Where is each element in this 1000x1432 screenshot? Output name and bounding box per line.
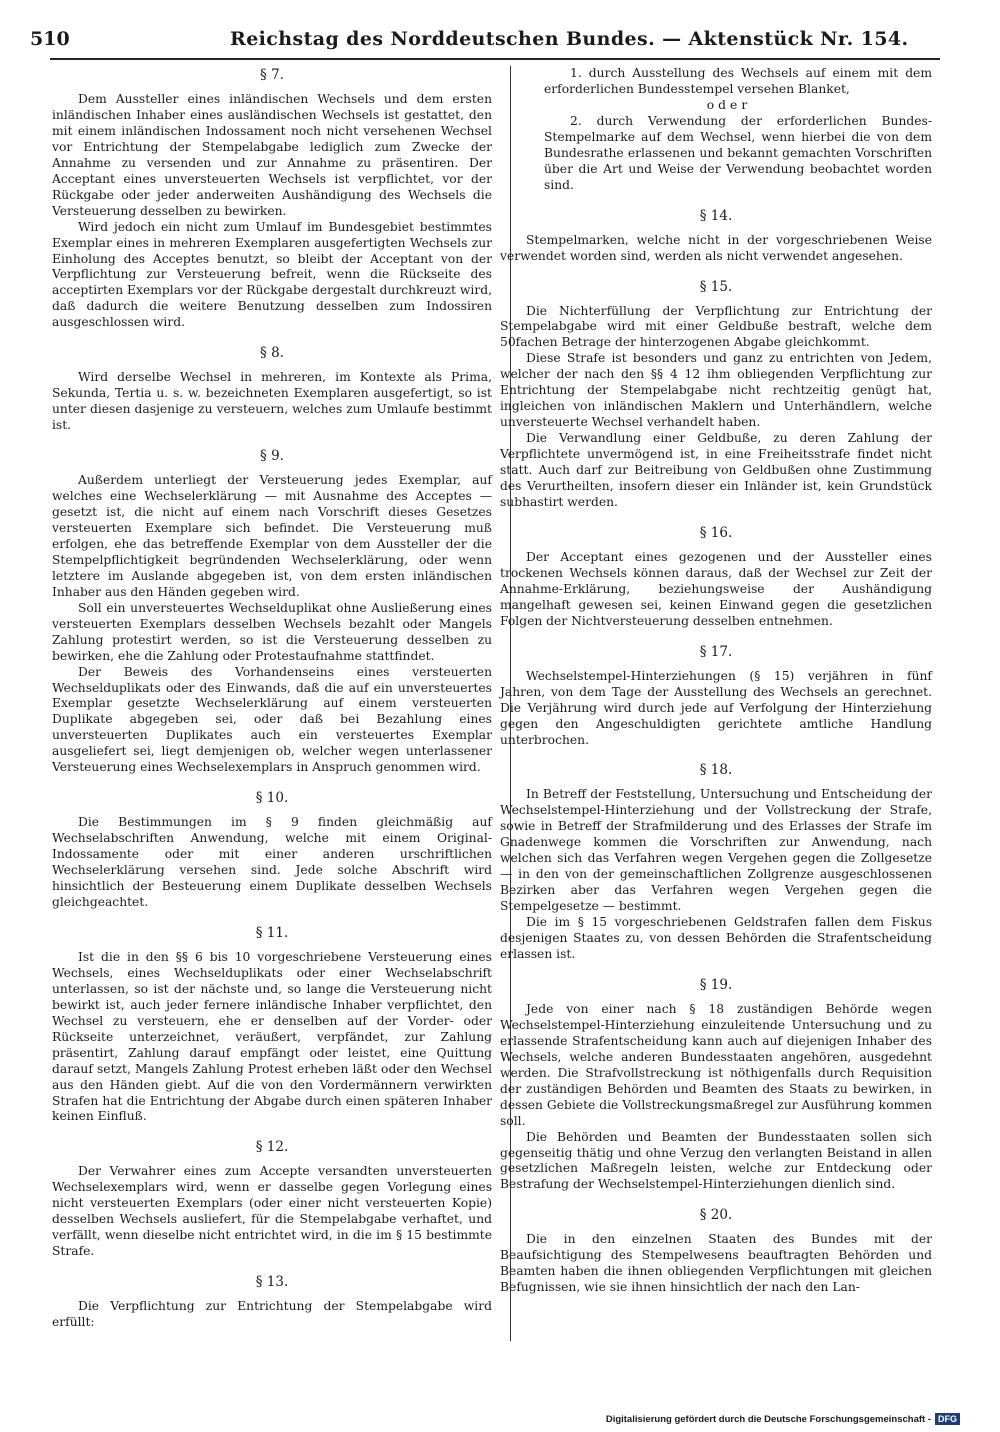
paragraph: Dem Aussteller eines inländischen Wechsels und dem ersten inländischen Inhaber eines ausländischen Wechsels ist gestattet, den mit einem inländischen Indossament noch nicht versehenen Wechsel vor Entrichtung der Stempelabgabe lediglich zum Zwecke der Annahme zu versenden und zur Annahme zu präsentiren. Der Acceptant eines unversteuerten Wechsels ist verpflichtet, vor der Rückgabe oder jeder anderweiten Aushändigung des Wechsels die Versteuerung desselben zu bewirken. (52, 92, 492, 218)
header-rule (50, 58, 940, 60)
section-14 (500, 207, 932, 265)
section-15 (500, 278, 932, 511)
digitization-footer (606, 1413, 960, 1425)
section-heading: § 11. (255, 924, 289, 941)
section-18 (500, 761, 932, 962)
page-number: 510 (30, 28, 70, 50)
running-header (30, 28, 940, 56)
paragraph: Die Verwandlung einer Geldbuße, zu deren Zahlung der Verpflichtete unvermögend ist, in eine Freiheitsstrafe findet nicht statt. Auch darf zur Beitreibung von Geldbußen ohne Zustimmung des Verurtheilten, insofern dieser ein Inländer ist, kein Grundstück subhastirt werden. (500, 431, 932, 509)
paragraph: Die Verpflichtung zur Entrichtung der Stempelabgabe wird erfüllt: (52, 1299, 492, 1330)
section-heading: § 16. (699, 524, 733, 541)
section-heading: § 20. (699, 1207, 733, 1224)
running-title: Reichstag des Norddeutschen Bundes. — Aktenstück Nr. 154. (230, 28, 909, 50)
section-8 (52, 344, 492, 434)
paragraph: Die Nichterfüllung der Verpflichtung zur Entrichtung der Stempelabgabe wird mit einer Geldbuße bestraft, welche dem 50fachen Betrage der hinterzogenen Abgabe gleichkommt. (500, 303, 932, 350)
enumerated-item: 1. durch Ausstellung des Wechsels auf einem mit dem erforderlichen Bundesstempel versehen Blanket, (544, 66, 932, 96)
section-heading: § 10. (255, 790, 289, 807)
paragraph: Außerdem unterliegt der Versteuerung jedes Exemplar, auf welches eine Wechselerklärung — mit Ausnahme des Acceptes — gesetzt ist, die nicht auf einem nach Vorschrift dieses Gesetzes versteuerten Exemplare sich befindet. Die Versteuerung muß erfolgen, ehe das betreffende Exemplar von dem Aussteller der die Stempelpflichtigkeit begründenden Wechselerklärung, oder wenn letztere im Auslande abgegeben ist, von dem ersten inländischen Inhaber aus den Händen gegeben wird. (52, 473, 492, 599)
section-heading: § 9. (260, 448, 284, 465)
section-10 (52, 789, 492, 911)
section-heading: § 12. (255, 1139, 289, 1156)
section-9 (52, 447, 492, 776)
paragraph: Soll ein unversteuertes Wechselduplikat ohne Ausließerung eines versteuerten Exemplars desselben Wechsels bezahlt oder Mangels Zahlung protestirt werden, so ist die Versteuerung desselben zu bewirken, ehe die Zahlung oder Protestaufnahme stattfindet. (52, 600, 492, 663)
paragraph: Wird derselbe Wechsel in mehreren, im Kontexte als Prima, Sekunda, Tertia u. s. w. bezeichneten Exemplaren ausgefertigt, so ist unter diesen dasjenige zu versteuern, welches zum Umlaufe bestimmt ist. (52, 370, 492, 433)
section-heading: § 13. (255, 1274, 289, 1291)
section-heading: § 7. (260, 67, 284, 83)
paragraph: Ist die in den §§ 6 bis 10 vorgeschriebene Versteuerung eines Wechsels, eines Wechselduplikats oder einer Wechselabschrift unterlassen, so ist der nächste und, so lange die Versteuerung nicht bewirkt ist, auch jeder fernere inländische Inhaber verpflichtet, den Wechsel zu versteuern, ehe er denselben auf der Vorder- oder Rückseite unterzeichnet, veräußert, verpfändet, zur Zahlung präsentirt, Zahlung darauf empfängt oder leistet, eine Quittung darauf setzt, Mangels Zahlung Protest erheben läßt oder den Wechsel aus den Händen giebt. Auf die von den Vordermännern verwirkten Strafen hat die Entrichtung der Abgabe durch einen späteren Inhaber keinen Einfluß. (52, 949, 492, 1124)
section-heading: § 19. (699, 976, 733, 993)
section-12 (52, 1138, 492, 1260)
section-13 (52, 1273, 492, 1331)
section-heading: § 14. (699, 207, 733, 224)
section-20 (500, 1206, 932, 1296)
paragraph: Der Acceptant eines gezogenen und der Aussteller eines trockenen Wechsels können daraus, daß der Wechsel zur Zeit der Annahme-Erklärung, beziehungsweise der Aushändigung mangelhaft gewesen sei, keinen Einwand gegen die gesetzlichen Folgen der Nichtversteuerung desselben entnehmen. (500, 549, 932, 628)
left-column (52, 66, 492, 1344)
section-11 (52, 924, 492, 1125)
paragraph: Wird jedoch ein nicht zum Umlauf im Bundesgebiet bestimmtes Exemplar eines in mehreren Exemplaren ausgefertigten Wechsels zur Einholung des Acceptes benutzt, so bleibt der Acceptant von der Verpflichtung zur Versteuerung befreit, wenn die Rückseite des acceptirten Exemplars vor der Rückgabe dergestalt durchkreuzt wird, daß dadurch die weitere Benutzung desselben zum Indossiren ausgeschlossen wird. (52, 219, 492, 330)
section-heading: § 15. (699, 278, 733, 295)
section-13-items (500, 66, 932, 194)
paragraph: Stempelmarken, welche nicht in der vorgeschriebenen Weise verwendet worden sind, werden als nicht verwendet angesehen. (500, 232, 932, 263)
section-heading: § 18. (699, 762, 733, 779)
conjunction: oder (706, 97, 752, 112)
section-17 (500, 643, 932, 749)
dfg-logo-icon: DFG (935, 1413, 960, 1425)
section-7 (52, 66, 492, 331)
right-column (500, 66, 932, 1309)
paragraph: Die Behörden und Beamten der Bundesstaaten sollen sich gegenseitig thätig und ohne Verzug den verlangten Beistand in allen gesetzlichen Maßregeln leisten, welche zur Entdeckung oder Bestrafung der Wechselstempel-Hinterziehungen dienlich sind. (500, 1129, 932, 1192)
paragraph: Der Verwahrer eines zum Accepte versandten unversteuerten Wechselexemplars wird, wenn er dasselbe gegen Vorlegung eines nicht versteuerten Exemplars (oder einer nicht versteuerten Kopie) desselben Wechsels ausliefert, für die Stempelabgabe verhaftet, und verfällt, wenn dieselbe nicht entrichtet wird, in die im § 15 bestimmte Strafe. (52, 1164, 492, 1259)
section-16 (500, 524, 932, 630)
paragraph: Wechselstempel-Hinterziehungen (§ 15) verjähren in fünf Jahren, von dem Tage der Ausstellung des Wechsels an gerechnet. Die Verjährung wird durch jede auf Verfolgung der Hinterziehung gegen den Angeschuldigten gerichtete amtliche Handlung unterbrochen. (500, 668, 932, 747)
section-heading: § 17. (699, 643, 733, 660)
section-19 (500, 976, 932, 1193)
paragraph: Die Bestimmungen im § 9 finden gleichmäßig auf Wechselabschriften Anwendung, welche mit einem Original-Indossamente oder mit einer anderen urschriftlichen Wechselerklärung versehen sind. Jede solche Abschrift wird hinsichtlich der Besteuerung einem Duplikate desselben Wechsels gleichgeachtet. (52, 815, 492, 909)
paragraph: Der Beweis des Vorhandenseins eines versteuerten Wechselduplikats oder des Einwands, daß die auf ein unversteuertes Exemplar gesetzte Wechselerklärung auf einem versteuerten Duplikate abgegeben sei, oder daß bei Bezahlung eines unversteuerten Duplikates auch ein versteuertes Exemplar ausgeliefert sei, liegt demjenigen ob, welcher wegen unterlassener Versteuerung eines Wechselexemplars in Anspruch genommen wird. (52, 664, 492, 775)
paragraph: Die im § 15 vorgeschriebenen Geldstrafen fallen dem Fiskus desjenigen Staates zu, von dessen Behörden die Strafentscheidung erlassen ist. (500, 915, 932, 961)
paragraph: In Betreff der Feststellung, Untersuchung und Entscheidung der Wechselstempel-Hinterziehung und der Vollstreckung der Strafe, sowie in Betreff der Strafmilderung und des Erlasses der Strafe im Gnadenwege kommen die Vorschriften zur Anwendung, nach welchen sich das Verfahren wegen Vergehen gegen die Zollgesetze — in den von der gemeinschaftlichen Zollgrenze ausgeschlossenen Bezirken aber das Verfahren wegen Vergehen gegen die Stempelgesetze — bestimmt. (500, 787, 932, 914)
paragraph: Die in den einzelnen Staaten des Bundes mit der Beaufsichtigung des Stempelwesens beauftragten Behörden und Beamten haben die ihnen obliegenden Verpflichtungen mit gleichen Befugnissen, wie sie ihnen hinsichtlich der nach den Lan- (500, 1232, 932, 1295)
enumerated-item: 2. durch Verwendung der erforderlichen Bundes-Stempelmarke auf dem Wechsel, wenn hierbei die von dem Bundesrathe erlassenen und bekannt gemachten Vorschriften über die Art und Weise der Verwendung beobachtet worden sind. (544, 113, 932, 192)
paragraph: Diese Strafe ist besonders und ganz zu entrichten von Jedem, welcher der nach den §§ 4 12 ihm obliegenden Verpflichtung zur Entrichtung der Stempelabgabe nicht rechtzeitig genügt hat, ingleichen von inländischen Maklern und Unterhändlern, welche unversteuerte Wechsel verhandelt haben. (500, 351, 932, 430)
footer-credit: Digitalisierung gefördert durch die Deutsche Forschungsgemeinschaft - (605, 1414, 931, 1425)
section-heading: § 8. (260, 345, 284, 362)
paragraph: Jede von einer nach § 18 zuständigen Behörde wegen Wechselstempel-Hinterziehung einzuleitende Untersuchung und zu erlassende Strafentscheidung kann auch auf diejenigen Inhaber des Wechsels, welche anderen Bundesstaaten angehören, ausgedehnt werden. Die Strafvollstreckung ist nöthigenfalls durch Requisition der zuständigen Behörden und Beamten des Staats zu bewirken, in dessen Gebiete die Vollstreckungsmaßregel zur Ausführung kommen soll. (500, 1001, 932, 1128)
